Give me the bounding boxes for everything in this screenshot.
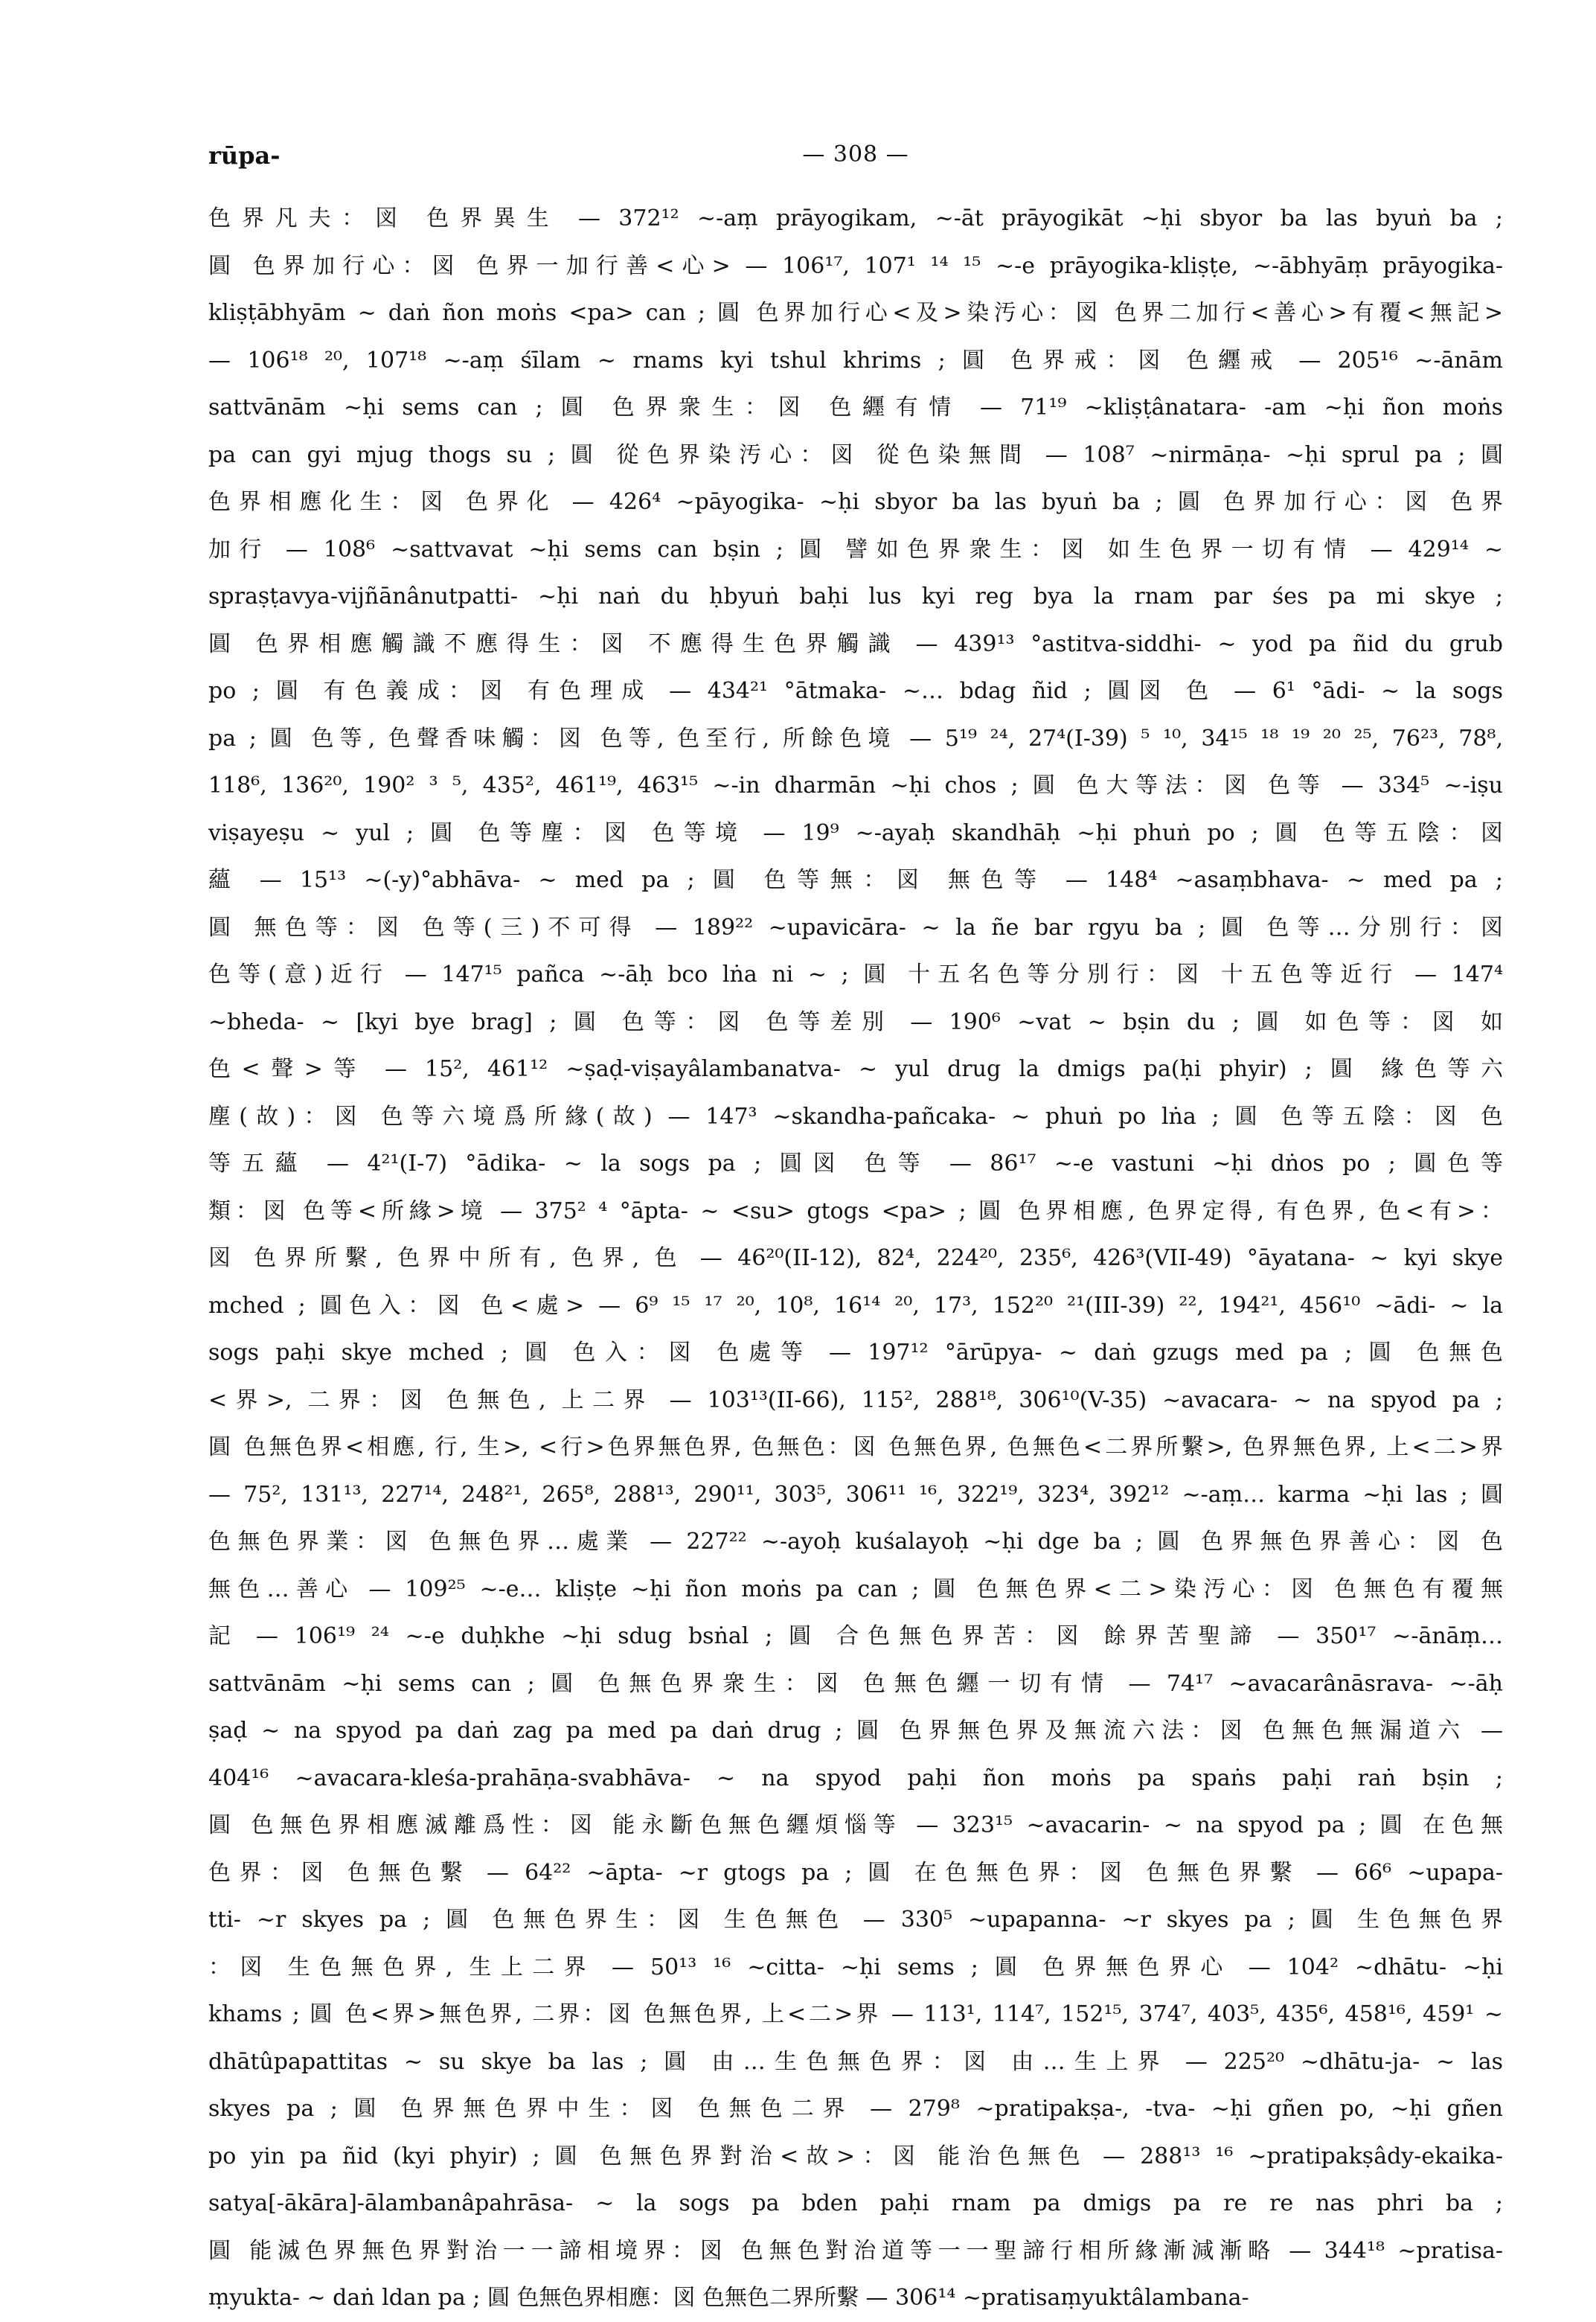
text-line: khams ; 圓 色<界>無色界, 二界：図 色無色界, 上<二>界 — 113¹, 114⁷, 152¹⁵, 374⁷, 403⁵, 435⁶, 458¹⁶, 459¹ ~ <box>208 2001 1503 2027</box>
dictionary-entries <box>208 195 1503 2322</box>
page-header <box>208 141 1503 179</box>
text-line: ：図 生色無色界, 生上二界 — 50¹³ ¹⁶ ~citta- ~ḥi sems ; 圓 色界無色界心 — 104² ~dhātu- ~ḥi <box>208 1954 1503 1980</box>
text-line: sogs paḥi skye mched ; 圓 色入：図 色處等 — 197¹² °ārūpya- ~ daṅ gzugs med pa ; 圓 色無色 <box>208 1340 1503 1366</box>
text-line: 無色…善心 — 109²⁵ ~-e… kliṣṭe ~ḥi ñon moṅs pa can ; 圓 色無色界<二>染汚心：図 色無色有覆無 <box>208 1576 1503 1602</box>
text-line: 圓 色界相應觸識不應得生：図 不應得生色界觸識 — 439¹³ °astitva-siddhi- ~ yod pa ñid du grub <box>208 630 1503 657</box>
text-line: dhātûpapattitas ~ su skye ba las ; 圓 由…生色無色界：図 由…生上界 — 225²⁰ ~dhātu-ja- ~ las <box>208 2048 1503 2075</box>
page-number: — 308 — <box>802 141 909 167</box>
text-line: viṣayeṣu ~ yul ; 圓 色等塵：図 色等境 — 19⁹ ~-ayaḥ skandhāḥ ~ḥi phuṅ po ; 圓 色等五陰：図 <box>208 819 1503 846</box>
text-line: 色無色界業：図 色無色界…處業 — 227²² ~-ayoḥ kuśalayoḥ ~ḥi dge ba ; 圓 色界無色界善心：図 色 <box>208 1529 1503 1555</box>
text-line: ṣaḍ ~ na spyod pa daṅ zag pa med pa daṅ drug ; 圓 色界無色界及無流六法：図 色無色無漏道六 — <box>208 1718 1503 1744</box>
text-line: 色<聲>等 — 15², 461¹² ~ṣaḍ-viṣayâlambanatva- ~ yul drug la dmigs pa(ḥi phyir) ; 圓 緣色等六 <box>208 1056 1503 1082</box>
text-line: 類：図 色等<所緣>境 — 375² ⁴ °āpta- ~ <su> gtogs <pa> ; 圓 色界相應, 色界定得, 有色界, 色<有>： <box>208 1197 1503 1224</box>
text-line: 色界：図 色無色繫 — 64²² ~āpta- ~r gtogs pa ; 圓 在色無色界：図 色無色界繫 — 66⁶ ~upapa- <box>208 1859 1503 1886</box>
text-line: 色等(意)近行 — 147¹⁵ pañca ~-āḥ bco lṅa ni ~ ; 圓 十五名色等分別行：図 十五色等近行 — 147⁴ <box>208 962 1503 988</box>
text-line: po ; 圓 有色義成：図 有色理成 — 434²¹ °ātmaka- ~… bdag ñid ; 圓図 色 — 6¹ °ādi- ~ la sogs <box>208 678 1503 704</box>
text-line: 404¹⁶ ~avacara-kleśa-prahāṇa-svabhāva- ~ na spyod paḥi ñon moṅs pa spaṅs paḥi raṅ bṣin ; <box>208 1765 1503 1791</box>
text-line: sattvānām ~ḥi sems can ; 圓 色界衆生：図 色纒有情 — 71¹⁹ ~kliṣṭânatara- -am ~ḥi ñon moṅs <box>208 394 1503 420</box>
text-line: 圓 色無色界<相應, 行, 生>, <行>色界無色界, 色無色：図 色無色界, 色無色<二界所繫>, 色界無色界, 上<二>界 <box>208 1434 1503 1460</box>
text-line: po yin pa ñid (kyi phyir) ; 圓 色無色界對治<故>：図 能治色無色 — 288¹³ ¹⁶ ~pratipakṣâdy-ekaika- <box>208 2143 1503 2169</box>
text-line: 118⁶, 136²⁰, 190² ³ ⁵, 435², 461¹⁹, 463¹⁵ ~-in dharmān ~ḥi chos ; 圓 色大等法：図 色等 — 334⁵ ~-iṣu <box>208 773 1503 799</box>
text-line: 圓 無色等：図 色等(三)不可得 — 189²² ~upavicāra- ~ la ñe bar rgyu ba ; 圓 色等…分別行：図 <box>208 914 1503 941</box>
text-line: 蘊 — 15¹³ ~(-y)°abhāva- ~ med pa ; 圓 色等無：図 無色等 — 148⁴ ~asaṃbhava- ~ med pa ; <box>208 867 1503 893</box>
text-line: 図 色界所繫, 色界中所有, 色界, 色 — 46²⁰(II-12), 82⁴, 224²⁰, 235⁶, 426³(VII-49) °āyatana- ~ kyi skye <box>208 1245 1503 1271</box>
text-line: 圓 能滅色界無色界對治一一諦相境界：図 色無色對治道等一一聖諦行相所緣漸減漸略 — 344¹⁸ ~pratisa- <box>208 2237 1503 2264</box>
text-line: kliṣṭābhyām ~ daṅ ñon moṅs <pa> can ; 圓 色界加行心<及>染汚心：図 色界二加行<善心>有覆<無記> <box>208 300 1503 326</box>
text-line: 色界凡夫：図 色界異生 — 372¹² ~-aṃ prāyogikam, ~-āt prāyogikāt ~ḥi sbyor ba las byuṅ ba ; <box>208 205 1503 231</box>
text-line: 塵(故)：図 色等六境爲所緣(故) — 147³ ~skandha-pañcaka- ~ phuṅ po lṅa ; 圓 色等五陰：図 色 <box>208 1103 1503 1130</box>
text-line: pa ; 圓 色等, 色聲香味觸：図 色等, 色至行, 所餘色境 — 5¹⁹ ²⁴, 27⁴(I-39) ⁵ ¹⁰, 34¹⁵ ¹⁸ ¹⁹ ²⁰ ²⁵, 76²³, 78⁸, <box>208 725 1503 752</box>
text-line: 記 — 106¹⁹ ²⁴ ~-e duḥkhe ~ḥi sdug bsṅal ; 圓 合色無色界苦：図 餘界苦聖諦 — 350¹⁷ ~-ānāṃ… <box>208 1623 1503 1649</box>
text-line: <界>, 二界：図 色無色, 上二界 — 103¹³(II-66), 115², 288¹⁸, 306¹⁰(V-35) ~avacara- ~ na spyod pa ; <box>208 1387 1503 1413</box>
text-line: satya[-ākāra]-ālambanâpahrāsa- ~ la sogs pa bden paḥi rnam pa dmigs pa re re nas phri ba ; <box>208 2190 1503 2216</box>
text-line: 圓 色無色界相應滅離爲性：図 能永斷色無色纒煩惱等 — 323¹⁵ ~avacarin- ~ na spyod pa ; 圓 在色無 <box>208 1812 1503 1838</box>
text-line: 等五蘊 — 4²¹(I-7) °ādika- ~ la sogs pa ; 圓図 色等 — 86¹⁷ ~-e vastuni ~ḥi dṅos po ; 圓色等 <box>208 1151 1503 1177</box>
text-line: 圓 色界加行心：図 色界一加行善<心> — 106¹⁷, 107¹ ¹⁴ ¹⁵ ~-e prāyogika-kliṣṭe, ~-ābhyāṃ prāyogika- <box>208 252 1503 279</box>
text-line: spraṣṭavya-vijñānânutpatti- ~ḥi naṅ du ḥbyuṅ baḥi lus kyi reg bya la rnam par śes pa mi skye ; <box>208 583 1503 610</box>
text-line: ~bheda- ~ [kyi bye brag] ; 圓 色等：図 色等差別 — 190⁶ ~vat ~ bṣin du ; 圓 如色等：図 如 <box>208 1008 1503 1035</box>
text-line: pa can gyi mjug thogs su ; 圓 從色界染汚心：図 從色染無間 — 108⁷ ~nirmāṇa- ~ḥi sprul pa ; 圓 <box>208 441 1503 468</box>
text-line: skyes pa ; 圓 色界無色界中生：図 色無色二界 — 279⁸ ~pratipakṣa-, -tva- ~ḥi gñen po, ~ḥi gñen <box>208 2096 1503 2122</box>
text-line: ṃyukta- ~ daṅ ldan pa ; 圓 色無色界相應：図 色無色二界所繫 — 306¹⁴ ~pratisaṃyuktâlambana- <box>208 2285 1249 2311</box>
text-line: — 75², 131¹³, 227¹⁴, 248²¹, 265⁸, 288¹³, 290¹¹, 303⁵, 306¹¹ ¹⁶, 322¹⁹, 323⁴, 392¹² ~-aṃ… karma ~ḥi las ; 圓 <box>208 1481 1503 1508</box>
text-line: 色界相應化生：図 色界化 — 426⁴ ~pāyogika- ~ḥi sbyor ba las byuṅ ba ; 圓 色界加行心：図 色界 <box>208 489 1503 515</box>
text-line: 加行 — 108⁶ ~sattvavat ~ḥi sems can bṣin ; 圓 譬如色界衆生：図 如生色界一切有情 — 429¹⁴ ~ <box>208 536 1503 563</box>
running-head: rūpa- <box>208 141 281 170</box>
text-line: tti- ~r skyes pa ; 圓 色無色界生：図 生色無色 — 330⁵ ~upapanna- ~r skyes pa ; 圓 生色無色界 <box>208 1907 1503 1933</box>
text-line: mched ; 圓色入：図 色<處> — 6⁹ ¹⁵ ¹⁷ ²⁰, 10⁸, 16¹⁴ ²⁰, 17³, 152²⁰ ²¹(III-39) ²², 194²¹, 456¹⁰ ~ādi- ~ la <box>208 1292 1503 1319</box>
text-line: sattvānām ~ḥi sems can ; 圓 色無色界衆生：図 色無色纒一切有情 — 74¹⁷ ~avacarânāsrava- ~-āḥ <box>208 1670 1503 1697</box>
text-line: — 106¹⁸ ²⁰, 107¹⁸ ~-aṃ śīlam ~ rnams kyi tshul khrims ; 圓 色界戒：図 色纒戒 — 205¹⁶ ~-ānām <box>208 347 1503 374</box>
